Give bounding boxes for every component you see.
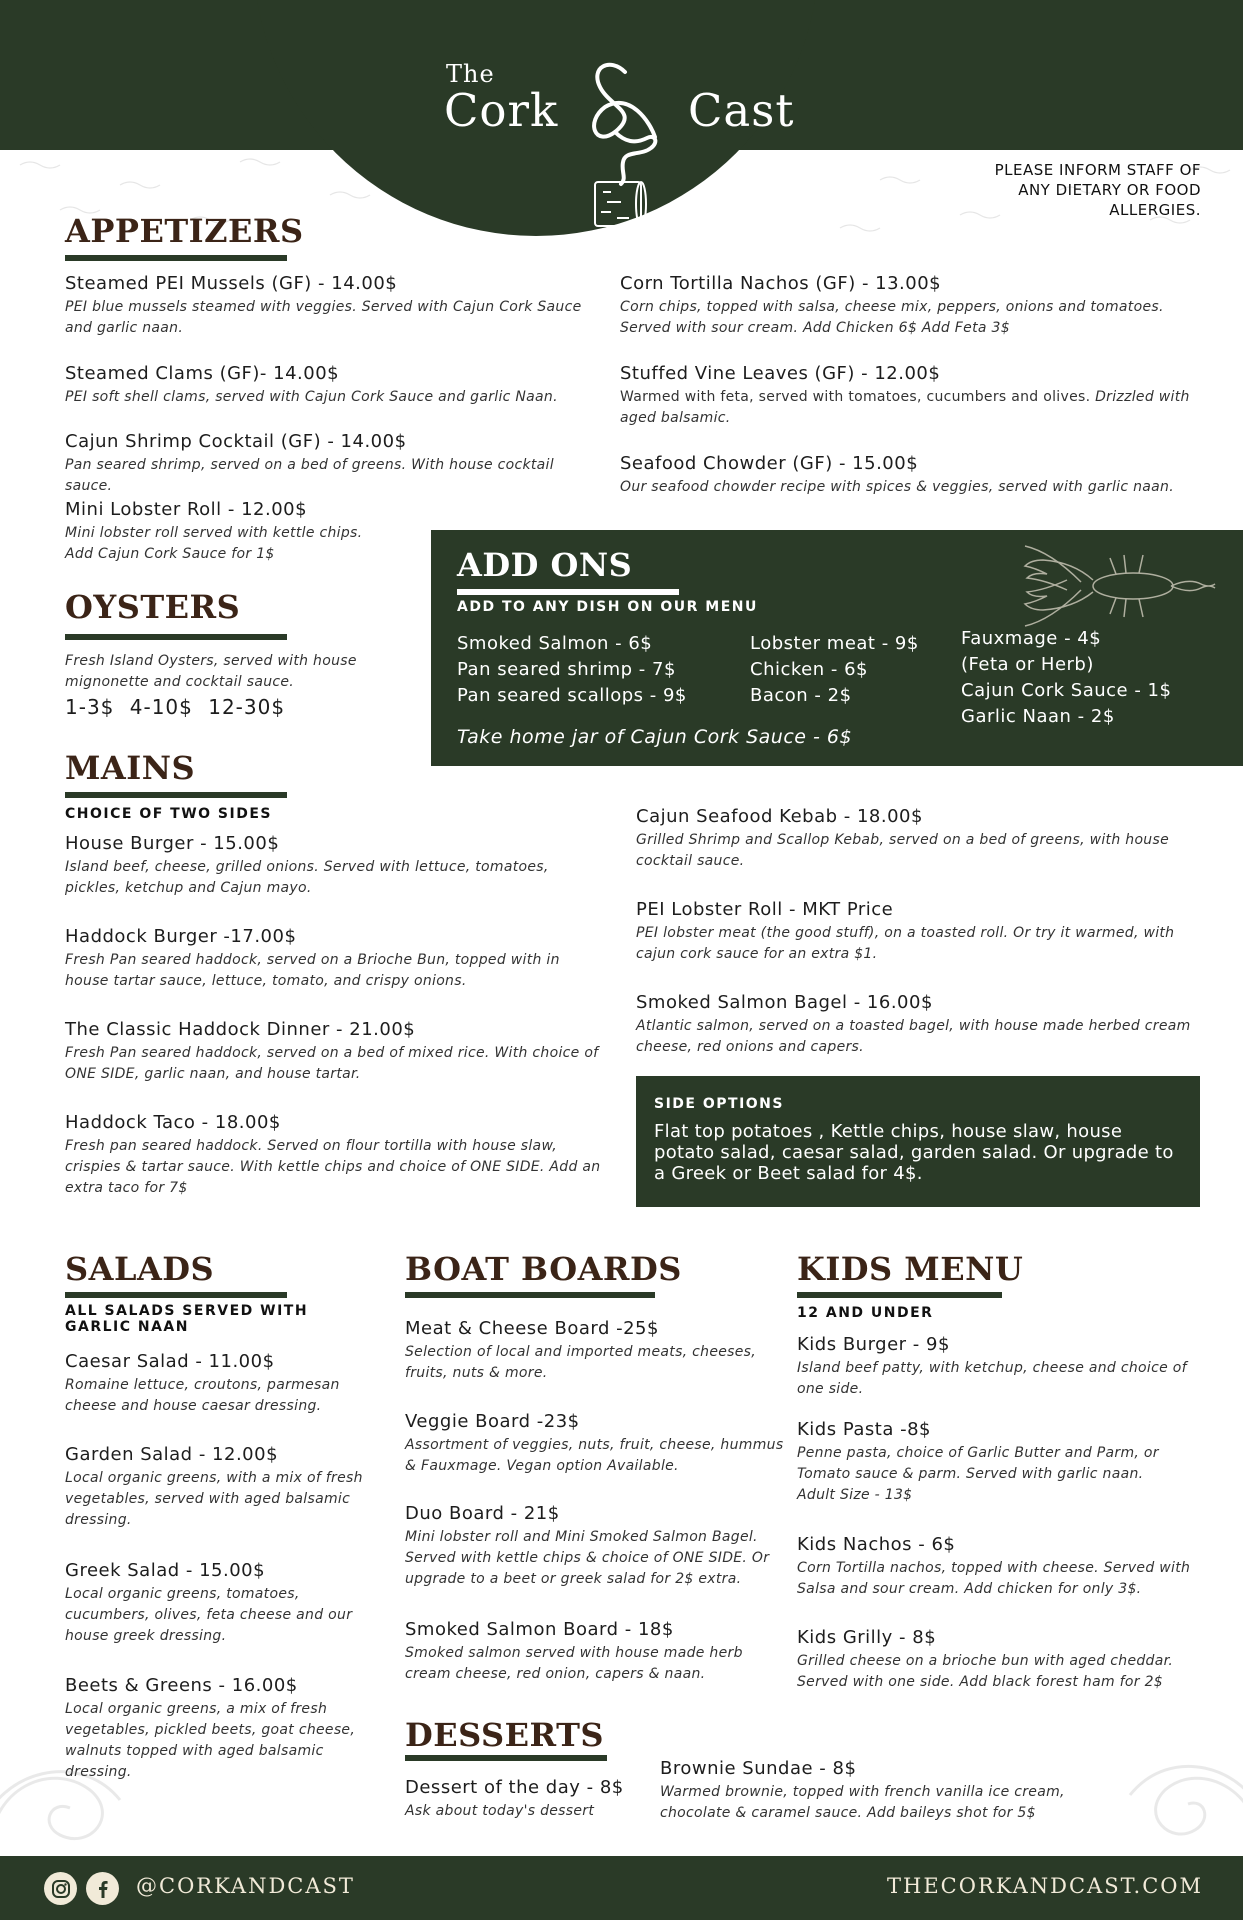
menu-item [65,1111,605,1199]
mains-subtitle: CHOICE OF TWO SIDES [65,806,272,822]
item-name: Smoked Salmon Bagel - 16.00$ [636,992,933,1013]
menu-item [797,1333,1207,1400]
item-description: PEI lobster meat (the good stuff), on a toasted roll. Or try it warmed, with cajun cork sauce for an extra $1. [636,925,1175,962]
item-name: Haddock Burger -17.00$ [65,926,297,947]
oysters-underline [65,634,287,640]
item-name: Greek Salad - 15.00$ [65,1560,266,1581]
item-name: Kids Grilly - 8$ [797,1627,937,1648]
addon-item: Pan seared scallops - 9$ [457,685,687,706]
ampersand-cork-icon [555,52,675,232]
item-description: Mini lobster roll and Mini Smoked Salmon Bagel. Served with kettle chips & choice of ONE SIDE. Or upgrade to a beet or greek salad for 2$ extra. [405,1529,770,1587]
menu-item [797,1418,1207,1506]
instagram-icon[interactable] [44,1872,77,1905]
item-name: Veggie Board -23$ [405,1411,580,1432]
item-name: Seafood Chowder (GF) - 15.00$ [620,453,919,474]
item-name: Steamed PEI Mussels (GF) - 14.00$ [65,273,398,294]
addons-column-1 [457,631,687,709]
appetizers-title: APPETIZERS [65,212,304,250]
kids-menu-underline [797,1292,1002,1298]
menu-item [636,898,1206,965]
item-name: Duo Board - 21$ [405,1503,560,1524]
brand-logo [430,48,830,238]
addons-underline [457,589,679,595]
appetizers-underline [65,255,287,261]
addon-item: Garlic Naan - 2$ [961,706,1115,727]
addon-item: (Feta or Herb) [961,654,1094,675]
item-description: PEI soft shell clams, served with Cajun Cork Sauce and garlic Naan. [65,389,558,405]
menu-item [405,1618,785,1685]
menu-item [65,925,605,992]
item-name: House Burger - 15.00$ [65,833,280,854]
item-name: Meat & Cheese Board -25$ [405,1318,659,1339]
item-name: Kids Burger - 9$ [797,1334,950,1355]
item-name: Beets & Greens - 16.00$ [65,1675,298,1696]
boat-boards-title: BOAT BOARDS [405,1250,682,1288]
facebook-icon[interactable] [86,1872,119,1905]
mains-title: MAINS [65,749,196,787]
item-description-italic: Drizzled with aged balsamic. [620,389,1190,426]
menu-item [65,1443,375,1531]
item-description: Romaine lettuce, croutons, parmesan cheese and house caesar dressing. [65,1377,340,1414]
boat-boards-underline [405,1292,655,1298]
addons-promo: Take home jar of Cajun Cork Sauce - 6$ [457,726,853,748]
menu-item [405,1317,785,1384]
item-description: PEI blue mussels steamed with veggies. Served with Cajun Cork Sauce and garlic naan. [65,299,582,336]
item-description: Selection of local and imported meats, cheeses, fruits, nuts & more. [405,1344,757,1381]
menu-item [405,1502,785,1590]
item-name: Corn Tortilla Nachos (GF) - 13.00$ [620,273,942,294]
oysters-prices: 1-3$ 4-10$ 12-30$ [65,695,286,719]
website-link[interactable]: THECORKANDCAST.COM [887,1874,1203,1898]
menu-item [620,272,1200,339]
desserts-underline [405,1755,607,1761]
item-name: Kids Nachos - 6$ [797,1534,956,1555]
menu-item [636,991,1206,1058]
salads-title: SALADS [65,1250,215,1288]
item-description: Penne pasta, choice of Garlic Butter and Parm, or Tomato sauce & parm. Served with garlic naan. [797,1445,1159,1482]
menu-item [65,498,405,565]
item-description: Grilled Shrimp and Scallop Kebab, served on a bed of greens, with house cocktail sauce. [636,832,1169,869]
item-description-extra: Add Cajun Cork Sauce for 1$ [65,546,275,562]
social-handle-link[interactable]: @CORKANDCAST [136,1874,355,1898]
item-name: Mini Lobster Roll - 12.00$ [65,499,308,520]
oysters-title: OYSTERS [65,588,241,626]
item-name: PEI Lobster Roll - MKT Price [636,899,894,920]
item-name: Cajun Seafood Kebab - 18.00$ [636,806,923,827]
menu-item [797,1533,1207,1600]
footer [0,1856,1243,1920]
item-description: Island beef patty, with ketchup, cheese and choice of one side. [797,1360,1187,1397]
salads-subtitle: ALL SALADS SERVED WITH GARLIC NAAN [65,1303,309,1335]
oysters-description: Fresh Island Oysters, served with house mignonette and cocktail sauce. [65,653,357,690]
item-name: Garden Salad - 12.00$ [65,1444,279,1465]
logo-cork: Cork [444,84,559,137]
item-description: Pan seared shrimp, served on a bed of greens. With house cocktail sauce. [65,457,554,494]
addons-panel [431,530,1243,766]
menu-item [65,1018,605,1085]
kids-menu-subtitle: 12 AND UNDER [797,1305,934,1321]
menu-item [405,1410,785,1477]
addon-item: Pan seared shrimp - 7$ [457,659,676,680]
addons-column-3 [961,626,1171,730]
item-description: Corn Tortilla nachos, topped with cheese. Served with Salsa and sour cream. Add chicken for only 3$. [797,1560,1191,1597]
addon-item: Cajun Cork Sauce - 1$ [961,680,1172,701]
addon-item: Lobster meat - 9$ [750,633,919,654]
menu-item [405,1776,645,1822]
menu-item [636,805,1206,872]
menu-item [65,1559,375,1647]
menu-item [797,1626,1207,1693]
addons-title: ADD ONS [457,546,633,584]
menu-item [660,1757,1110,1824]
addon-item: Smoked Salmon - 6$ [457,633,653,654]
item-description: Fresh pan seared haddock. Served on flour tortilla with house slaw, crispies & tartar sauce. With kettle chips and choice of ONE SIDE. Add an extra taco for 7$ [65,1138,601,1196]
addons-column-2 [750,631,919,709]
item-description: Atlantic salmon, served on a toasted bagel, with house made herbed cream cheese, red onions and capers. [636,1018,1191,1055]
logo-cast: Cast [688,84,795,137]
item-description: Ask about today's dessert [405,1803,595,1819]
item-name: Caesar Salad - 11.00$ [65,1351,275,1372]
item-name: Cajun Shrimp Cocktail (GF) - 14.00$ [65,431,407,452]
item-name: Kids Pasta -8$ [797,1419,931,1440]
item-description: Assortment of veggies, nuts, fruit, cheese, hummus & Fauxmage. Vegan option Available. [405,1437,784,1474]
menu-item [65,1350,375,1417]
menu-item [65,362,595,408]
item-description-plain: Warmed with feta, served with tomatoes, cucumbers and olives. [620,389,1091,405]
menu-item [620,452,1200,498]
lobster-icon [1021,542,1221,630]
item-name: Dessert of the day - 8$ [405,1777,624,1798]
item-description: Fresh Pan seared haddock, served on a Brioche Bun, topped with in house tartar sauce, lettuce, tomato, and crispy onions. [65,952,560,989]
item-description: Local organic greens, tomatoes, cucumbers, olives, feta cheese and our house greek dressing. [65,1586,353,1644]
desserts-title: DESSERTS [405,1716,604,1754]
logo-the: The [446,60,495,88]
menu-item [620,362,1200,429]
side-options-title: SIDE OPTIONS [654,1096,784,1112]
item-name: Haddock Taco - 18.00$ [65,1112,281,1133]
menu-item [65,832,605,899]
addon-item: Fauxmage - 4$ [961,628,1102,649]
side-options-text: Flat top potatoes , Kettle chips, house slaw, house potato salad, caesar salad, garden salad. Or upgrade to a Greek or Beet salad for 4$. [654,1121,1174,1184]
item-description: Our seafood chowder recipe with spices & veggies, served with garlic naan. [620,479,1174,495]
item-name: Brownie Sundae - 8$ [660,1758,857,1779]
item-description: Local organic greens, a mix of fresh vegetables, pickled beets, goat cheese, walnuts topped with aged balsamic dressing. [65,1701,356,1780]
item-description: Island beef, cheese, grilled onions. Served with lettuce, tomatoes, pickles, ketchup and Cajun mayo. [65,859,549,896]
addon-item: Chicken - 6$ [750,659,868,680]
item-name: Steamed Clams (GF)- 14.00$ [65,363,340,384]
allergy-note: PLEASE INFORM STAFF OF ANY DIETARY OR FOOD ALLERGIES. [994,161,1201,219]
swirl-decoration [0,1730,140,1860]
item-description [620,387,1200,429]
item-description: Warmed brownie, topped with french vanilla ice cream, chocolate & caramel sauce. Add baileys shot for 5$ [660,1784,1065,1821]
item-description: Corn chips, topped with salsa, cheese mix, peppers, onions and tomatoes. Served with sour cream. Add Chicken 6$ Add Feta 3$ [620,299,1164,336]
item-description: Mini lobster roll served with kettle chips. [65,525,363,541]
menu-item [65,430,595,497]
menu-item [65,272,595,339]
addon-item: Bacon - 2$ [750,685,852,706]
item-name: The Classic Haddock Dinner - 21.00$ [65,1019,416,1040]
item-name: Stuffed Vine Leaves (GF) - 12.00$ [620,363,941,384]
swirl-decoration [1110,1720,1243,1860]
item-description: Smoked salmon served with house made herb cream cheese, red onion, capers & naan. [405,1645,743,1682]
side-options-panel [636,1076,1200,1207]
item-description-extra: Adult Size - 13$ [797,1487,913,1503]
item-description: Local organic greens, with a mix of fresh vegetables, served with aged balsamic dressing. [65,1470,363,1528]
item-description: Grilled cheese on a brioche bun with aged cheddar. Served with one side. Add black forest ham for 2$ [797,1653,1174,1690]
item-name: Smoked Salmon Board - 18$ [405,1619,674,1640]
item-description: Fresh Pan seared haddock, served on a bed of mixed rice. With choice of ONE SIDE, garlic naan, and house tartar. [65,1045,599,1082]
salads-underline [65,1292,287,1298]
addons-subtitle: ADD TO ANY DISH ON OUR MENU [457,599,758,615]
kids-menu-title: KIDS MENU [797,1250,1024,1288]
mains-underline [65,792,287,798]
